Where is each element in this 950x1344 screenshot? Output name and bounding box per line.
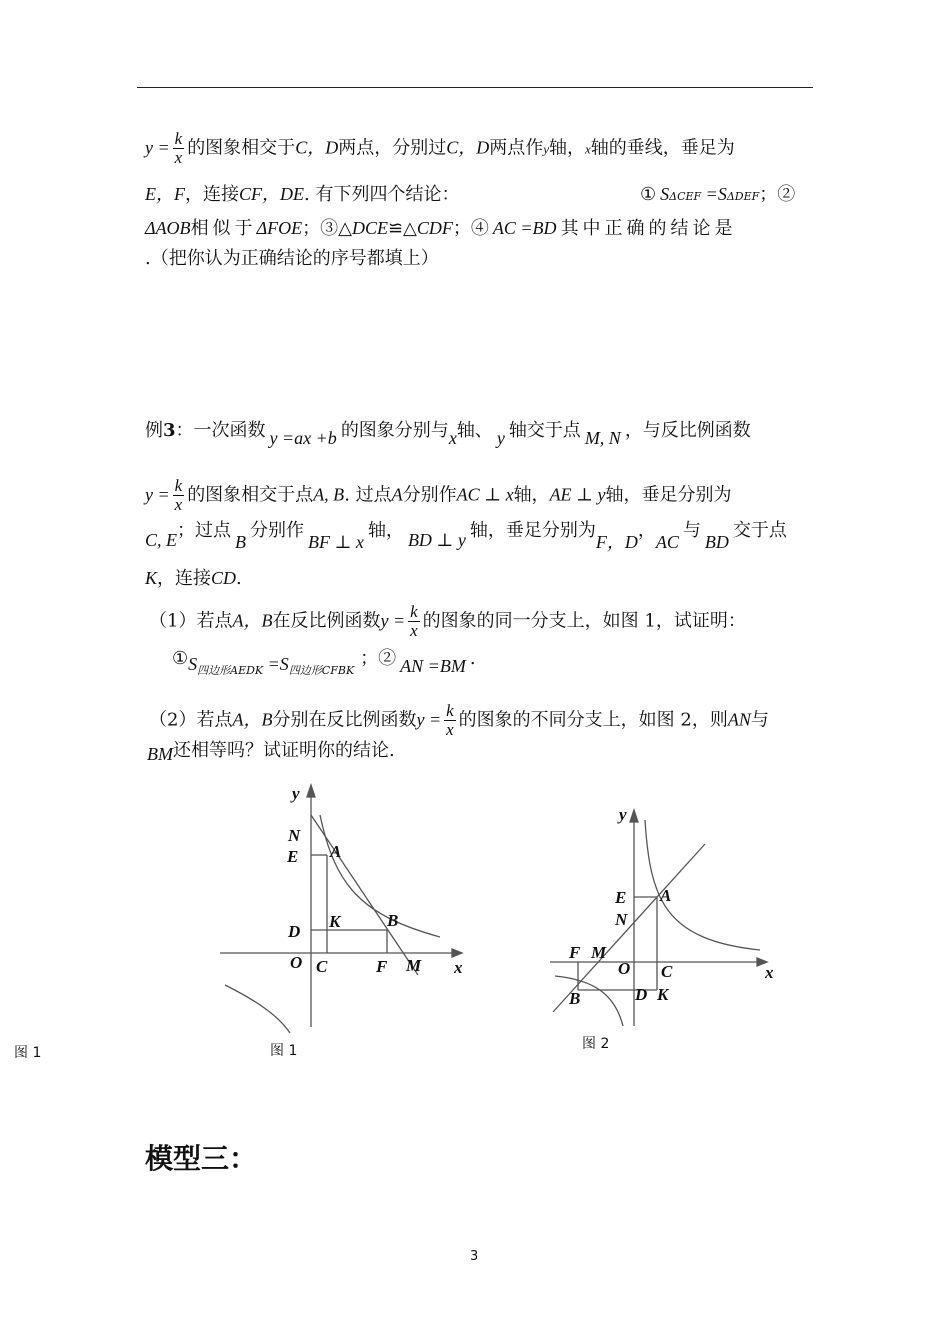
label-O: O [290, 953, 303, 972]
section-heading: 模型三： [145, 1142, 258, 1175]
label-O: O [618, 959, 631, 978]
y-axis-arrow [307, 785, 315, 797]
label-N: N [615, 910, 628, 929]
label-K: K [657, 985, 669, 1004]
caption-fig2: 图 2 [582, 1036, 610, 1052]
ex3-line3: C, E；过点B分别作BF ⊥ x轴， BD ⊥ y 轴，垂足分别为F，D，AC与BD交于点 [145, 520, 787, 552]
label-E: E [287, 847, 299, 866]
hyperbola-branch-2 [555, 976, 623, 1026]
label-F: F [569, 943, 581, 962]
label-D: D [635, 985, 648, 1004]
caption-left: 图 1 [14, 1045, 42, 1061]
figure-2 [545, 800, 785, 1030]
label-y: y [292, 784, 300, 803]
line-ax-b [553, 844, 705, 1012]
label-x: x [765, 963, 774, 982]
label-x: x [454, 958, 463, 977]
p1-line4: .（把你认为正确结论的序号都填上） [145, 248, 439, 269]
ex3-q1: （1）若点A，B在反比例函数y = $\frac{k}{x}$ 的图象的同一分支上，如图 1，试证明： [149, 602, 746, 640]
label-D: D [288, 922, 301, 941]
label-F: F [376, 957, 388, 976]
hyperbola-branch-1 [645, 820, 760, 950]
ex3-line4: K，连接CD. [145, 568, 242, 589]
p1-line1: y = $\frac{k}{x}$ 的图象相交于C，D两点，分别过C，D两点作y轴，x轴的垂线，垂足为 [145, 129, 735, 167]
label-B: B [569, 989, 581, 1008]
p1-line3: ΔAOB相似于ΔFOE；③△DCE≌△CDF；④ AC =BD 其中正确的结论是 [145, 218, 737, 239]
label-A: A [330, 842, 342, 861]
page-number: 3 [470, 1249, 479, 1264]
ex3-q1-statements: $①S_{四边形AEDK} =S_{四边形CFBK}$；② AN =BM . [172, 648, 476, 677]
label-E: E [615, 888, 627, 907]
p1-line2: E，F，连接CF，DE. 有下列四个结论： ① SΔCEF =SΔDEF；② [145, 184, 796, 205]
label-A: A [660, 886, 672, 905]
label-B: B [387, 911, 399, 930]
x-axis-arrow [452, 949, 462, 957]
ex3-line1: 例3：一次函数 y =ax +b 的图象分别与x轴、 y 轴交于点 M, N ，与反比例函数 [145, 420, 751, 448]
label-M: M [591, 943, 607, 962]
caption-fig1: 图 1 [270, 1043, 298, 1059]
y-axis-arrow [630, 810, 638, 822]
hyperbola-branch-2 [225, 985, 290, 1033]
ex3-q2: （2）若点A，B分别在反比例函数y = $\frac{k}{x}$ 的图象的不同分支上，如图 2，则AN与 [149, 701, 769, 739]
label-y: y [619, 805, 627, 824]
label-N: N [288, 826, 301, 845]
label-M: M [406, 956, 422, 975]
label-C: C [316, 957, 328, 976]
header-rule [137, 87, 813, 88]
figure-1 [210, 775, 470, 1040]
ex3-line2: y = $\frac{k}{x}$ 的图象相交于点A, B. 过点A分别作AC ⊥ x轴，AE ⊥ y轴，垂足分别为 [145, 476, 732, 514]
label-C: C [661, 962, 673, 981]
ex3-q2-line2: BM还相等吗？试证明你的结论. [147, 740, 395, 764]
label-K: K [329, 912, 341, 931]
